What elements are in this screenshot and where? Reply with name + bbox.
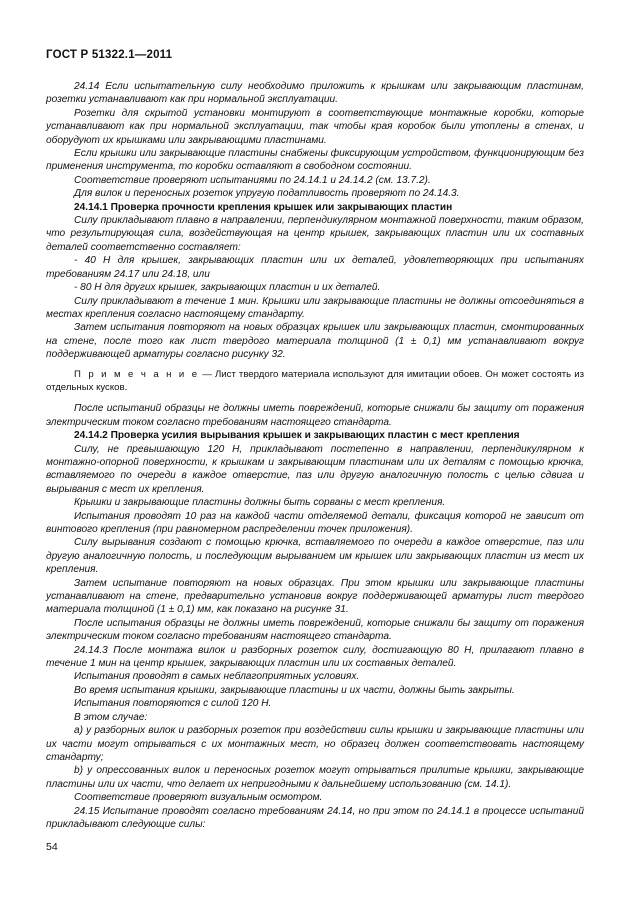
paragraph: После испытаний образцы не должны иметь повреждений, которые снижали бы защиту от поражения электрическим током согласно требованиям настоящего стандарта. xyxy=(46,403,584,428)
section-heading: 24.14.2 Проверка усилия вырывания крышек и закрывающих пластин с мест крепления xyxy=(74,430,520,442)
paragraph: После испытания образцы не должны иметь повреждений, которые снижали бы защиту от поражения электрическим током согласно требованиям настоящего стандарта. xyxy=(46,617,584,643)
paragraph: Соответствие проверяют испытаниями по 24.14.1 и 24.14.2 (см. 13.7.2). xyxy=(74,174,431,186)
section-heading: 24.14.1 Проверка прочности крепления крышек или закрывающих пластин xyxy=(74,201,453,213)
paragraph: Розетки для скрытой установки монтируют в соответствующие монтажные коробки, которые устанавливают как при нормальной эксплуатации, так чтобы края коробок были утоплены в стенах, и оборудуют их крышками или закрывающими пластинами. xyxy=(46,107,584,146)
paragraph: 24.14 Если испытательную силу необходимо приложить к крышкам или закрывающим пластинам, розетки устанавливают как при нормальной эксплуатации. xyxy=(46,81,584,106)
document-body xyxy=(46,80,584,831)
list-item: - 40 Н для крышек, закрывающих пластин или их деталей, удовлетворяющих при испытаниях требованиям 24.17 или 24.18, или xyxy=(46,255,584,280)
paragraph: Испытания повторяются с силой 120 Н. xyxy=(74,698,272,710)
paragraph: Соответствие проверяют визуальным осмотром. xyxy=(74,792,323,804)
paragraph: Силу, не превышающую 120 Н, прикладывают постепенно в направлении, перпендикулярном к монтажно-опорной поверхности, к крышкам и закрывающим пластинам или их деталям с помощью крючка, вставляемого по очереди в каждое отверстие, паз или другую аналогичную полость с целью сдвига и вырывания с мест их крепления. xyxy=(46,443,584,495)
paragraph: Затем испытания повторяют на новых образцах крышек или закрывающих пластин, смонтированных на стене, после того как лист твердого материала толщиной (1 ± 0,1) мм устанавливают вокруг поддерживающей арматуры согласно рисунку 32. xyxy=(46,322,584,361)
note-paragraph xyxy=(46,368,584,395)
paragraph: 24.15 Испытание проводят согласно требованиям 24.14, но при этом по 24.14.1 в процессе испытаний прикладывают следующие силы: xyxy=(46,805,584,830)
list-item: a) у разборных вилок и разборных розеток при воздействии силы крышки и закрывающие пластины или их части могут отрываться с их монтажных мест, но образец должен соответствовать настоящему стандарту; xyxy=(46,725,584,763)
paragraph: Для вилок и переносных розеток упругую податливость проверяют по 24.14.3. xyxy=(74,188,460,200)
note-text: — Лист твердого материала используют для имитации обоев. Он может состоять из отдельных кусков. xyxy=(46,368,585,393)
paragraph: Если крышки или закрывающие пластины снабжены фиксирующим устройством, функционирующим без применения инструмента, то коробки оставляют в свободном состоянии. xyxy=(46,148,584,173)
paragraph: Силу вырывания создают с помощью крючка, вставляемого по очереди в каждое отверстие, паз или другую аналогичную полость, и последующим вырыванием им крышек или закрывающих пластин из мест их крепления. xyxy=(46,537,584,576)
paragraph: Крышки и закрывающие пластины должны быть сорваны с мест крепления. xyxy=(74,497,446,509)
page-number: 54 xyxy=(46,841,58,853)
paragraph: Испытания проводят 10 раз на каждой части отделяемой детали, фиксация которой не зависит от винтового крепления (при равномерном распределении точек приложения). xyxy=(46,510,584,535)
paragraph: Силу прикладывают в течение 1 мин. Крышки или закрывающие пластины не должны отсоединяться в местах крепления согласно настоящему стандарту. xyxy=(46,295,584,320)
list-item: - 80 Н для других крышек, закрывающих пластин и их деталей. xyxy=(74,282,381,294)
paragraph: 24.14.3 После монтажа вилок и разборных розеток силу, достигающую 80 Н, прилагают плавно в течение 1 мин на центр крышек, закрывающих пластин или их составных деталей. xyxy=(46,644,584,670)
paragraph: Испытания проводят в самых неблагоприятных условиях. xyxy=(74,671,360,683)
paragraph: Затем испытание повторяют на новых образцах. При этом крышки или закрывающие пластины устанавливают на стене, предварительно установив вокруг поддерживающей арматуры лист твердого материала толщиной (1 ± 0,1) мм, как показано на рисунке 31. xyxy=(46,577,584,616)
paragraph: Силу прикладывают плавно в направлении, перпендикулярном монтажной поверхности, таким образом, что результирующая сила, воздействующая на центр крышек, закрывающих пластин или их составных деталей соответственно составляет: xyxy=(46,215,584,253)
list-item: b) у опрессованных вилок и переносных розеток могут отрываться прилитые крышки, закрывающие пластины или их части, что делает их непригодными к дальнейшему использованию (см. 14.1). xyxy=(46,765,584,790)
note-label: П р и м е ч а н и е xyxy=(74,368,200,380)
paragraph: В этом случае: xyxy=(74,711,148,723)
paragraph: Во время испытания крышки, закрывающие пластины и их части, должны быть закрыты. xyxy=(74,684,515,696)
document-code-header: ГОСТ Р 51322.1—2011 xyxy=(46,49,173,61)
